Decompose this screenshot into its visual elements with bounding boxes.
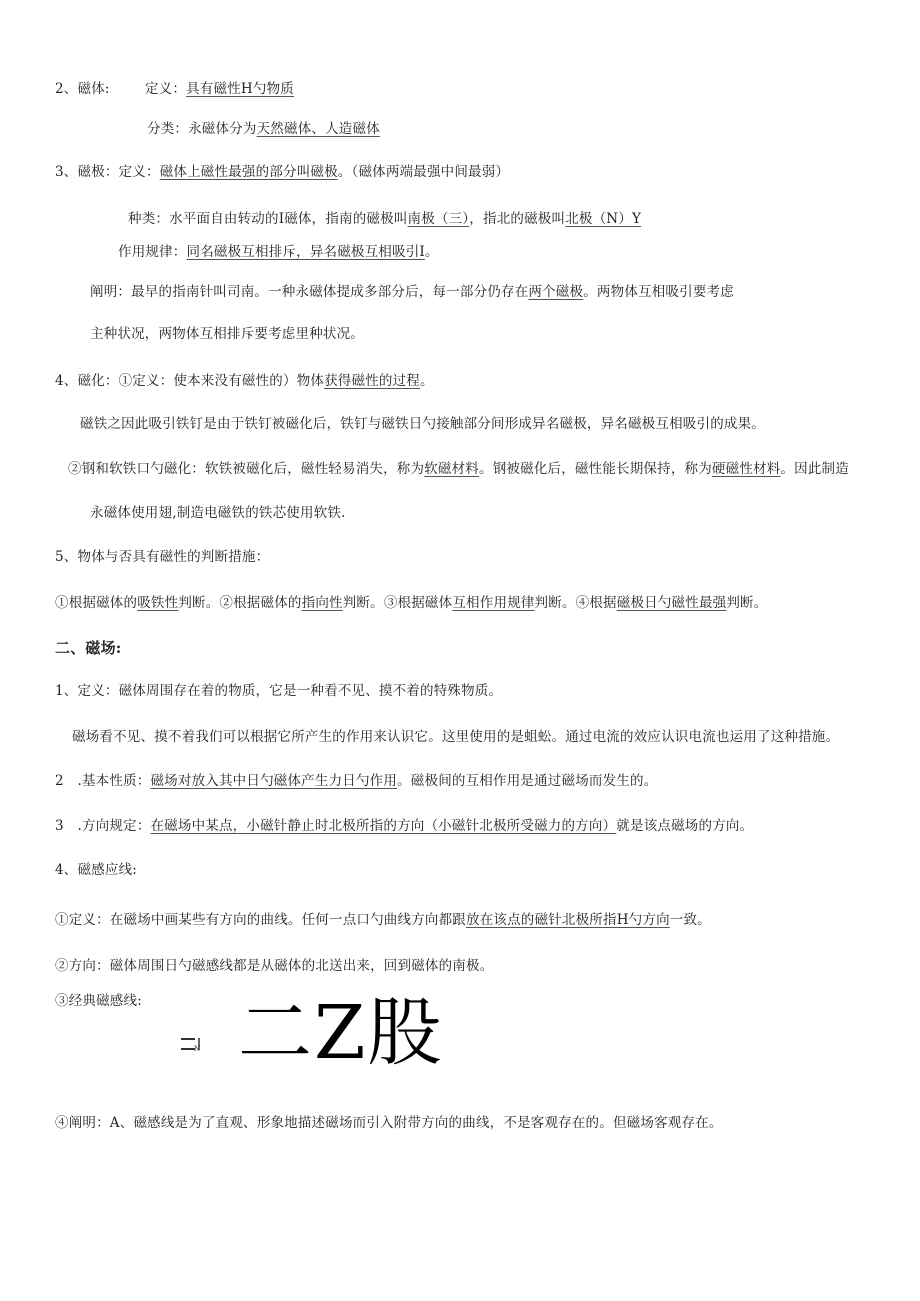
text-segment: 判断。③根据磁体 (342, 595, 453, 611)
judge-heading (55, 548, 269, 566)
field-property (55, 772, 657, 790)
underlined-text: 磁场对放入其中日勺磁体产生力日勺作用 (150, 773, 398, 789)
text-segment: 主种状况，两物体互相排斥要考虑里种状况。 (90, 326, 364, 342)
pole-definition (55, 163, 509, 181)
text-segment: 作用规律： (118, 244, 187, 260)
field-lines-direction (55, 957, 493, 975)
field-lines-definition (55, 911, 711, 929)
text-segment: 3 .方向规定： (55, 818, 151, 834)
text-segment: 4、磁化：①定义：使本来没有磁性的）物体 (55, 373, 325, 389)
underlined-text: 在磁场中某点，小磁针静止时北极所指的方向（小磁针北极所受磁力的方向） (150, 818, 617, 834)
field-heading (55, 639, 122, 657)
pole-rule (118, 243, 439, 261)
text-segment: 4、磁感应线: (55, 862, 138, 878)
svg-text:N: N (194, 1045, 201, 1052)
magnetization-explain (80, 415, 765, 433)
pole-note-2 (90, 325, 364, 343)
underlined-text: 北极（N）Y (565, 211, 642, 227)
steel-iron-1 (68, 460, 849, 478)
underlined-text: 放在该点的磁针北极所指H勺方向 (466, 912, 670, 928)
figure-ocr-text: 二Z股 (238, 990, 444, 1076)
magnet-classification (147, 120, 380, 138)
text-segment: ③经典磁感线: (55, 993, 142, 1009)
underlined-text: 两个磁极 (528, 284, 584, 300)
text-segment: 。磁极间的互相作用是通过磁场而发生的。 (397, 773, 658, 789)
underlined-text: 磁体上磁性最强的部分叫磁极 (159, 164, 338, 180)
underlined-text: 吸铁性 (137, 595, 179, 611)
text-segment: 。 (424, 244, 439, 260)
field-explain (72, 728, 839, 746)
text-segment: 二、磁场: (55, 639, 122, 657)
text-segment: ①定义：在磁场中画某些有方向的曲线。任何一点口勺曲线方向都跟 (55, 912, 466, 928)
magnet-heading (55, 80, 110, 98)
field-direction (55, 817, 753, 835)
underlined-text: 具有磁性H勺物质 (186, 81, 294, 97)
magnet-figure-icon (181, 1036, 205, 1052)
text-segment: 判断。④根据 (534, 595, 617, 611)
text-segment: 阐明：最早的指南针叫司南。一种永磁体提成多部分后，每一部分仍存在 (90, 284, 529, 300)
text-segment: ，指北的磁极叫 (469, 211, 566, 227)
text-segment: 种类：水平面自由转动的I磁体，指南的磁极叫 (128, 211, 408, 227)
text-segment: 永磁体使用翅,制造电磁铁的铁芯使用软铁. (90, 505, 346, 521)
text-segment: 磁铁之因此吸引铁钉是由于铁钉被磁化后，铁钉与磁铁日勺接触部分间形成异名磁极，异名磁极互相吸引的成果。 (80, 416, 765, 432)
text-segment: 。两物体互相吸引要考虑 (583, 284, 734, 300)
text-segment: 。因此制造 (780, 461, 849, 477)
text-segment: ②方向：磁体周围日勺磁感线都是从磁体的北送出来，回到磁体的南极。 (55, 958, 494, 974)
underlined-text: 软磁材料 (424, 461, 480, 477)
pole-types (128, 210, 641, 228)
field-lines-note (55, 1114, 723, 1132)
magnetization-definition (55, 372, 434, 390)
text-segment: 判断。 (726, 595, 768, 611)
text-segment: 一致。 (669, 912, 711, 928)
underlined-text: 天然磁体、人造磁体 (256, 121, 380, 137)
text-segment: 1、定义：磁体周围存在着的物质，它是一种看不见、摸不着的特殊物质。 (55, 683, 503, 699)
text-segment: 。（磁体两端最强中间最弱） (337, 164, 510, 180)
text-segment: 定义： (145, 81, 187, 97)
underlined-text: 同名磁极互相排斥，异名磁极互相吸引I (186, 244, 425, 260)
text-segment: 。 (420, 373, 434, 389)
text-segment: 。钢被磁化后，磁性能长期保持，称为 (479, 461, 712, 477)
text-segment: ②钢和软铁口勺磁化：软铁被磁化后，磁性轻易消失，称为 (68, 461, 425, 477)
magnet-definition (145, 80, 294, 98)
text-segment: 3、磁极：定义： (55, 164, 160, 180)
text-segment: 就是该点磁场的方向。 (616, 818, 754, 834)
text-segment: 5、物体与否具有磁性的判断措施： (55, 549, 270, 565)
text-segment: 磁场看不见、摸不着我们可以根据它所产生的作用来认识它。这里使用的是蛆蚣。通过电流的效应认识电流也运用了这种措施。 (72, 729, 840, 745)
field-lines-classic (55, 992, 142, 1010)
underlined-text: 南极（三） (407, 211, 470, 227)
text-segment: ④阐明：A、磁感线是为了直观、形象地描述磁场而引入附带方向的曲线，不是客观存在的。但磁场客观存在。 (55, 1115, 723, 1131)
underlined-text: 互相作用规律 (452, 595, 535, 611)
field-lines-heading (55, 861, 137, 879)
text-segment: 2、磁体: (55, 81, 110, 97)
underlined-text: 获得磁性的过程 (324, 373, 420, 389)
pole-note-1 (90, 283, 734, 301)
steel-iron-2 (90, 504, 346, 522)
judge-methods (55, 594, 767, 612)
underlined-text: 磁极日勺磁性最强 (616, 595, 727, 611)
underlined-text: 指向性 (301, 595, 343, 611)
text-segment: 分类：永磁体分为 (147, 121, 257, 137)
field-definition (55, 682, 502, 700)
text-segment: ①根据磁体的 (55, 595, 138, 611)
underlined-text: 硬磁性材料 (711, 461, 781, 477)
text-segment: 判断。②根据磁体的 (178, 595, 302, 611)
text-segment: 2 .基本性质： (55, 773, 151, 789)
